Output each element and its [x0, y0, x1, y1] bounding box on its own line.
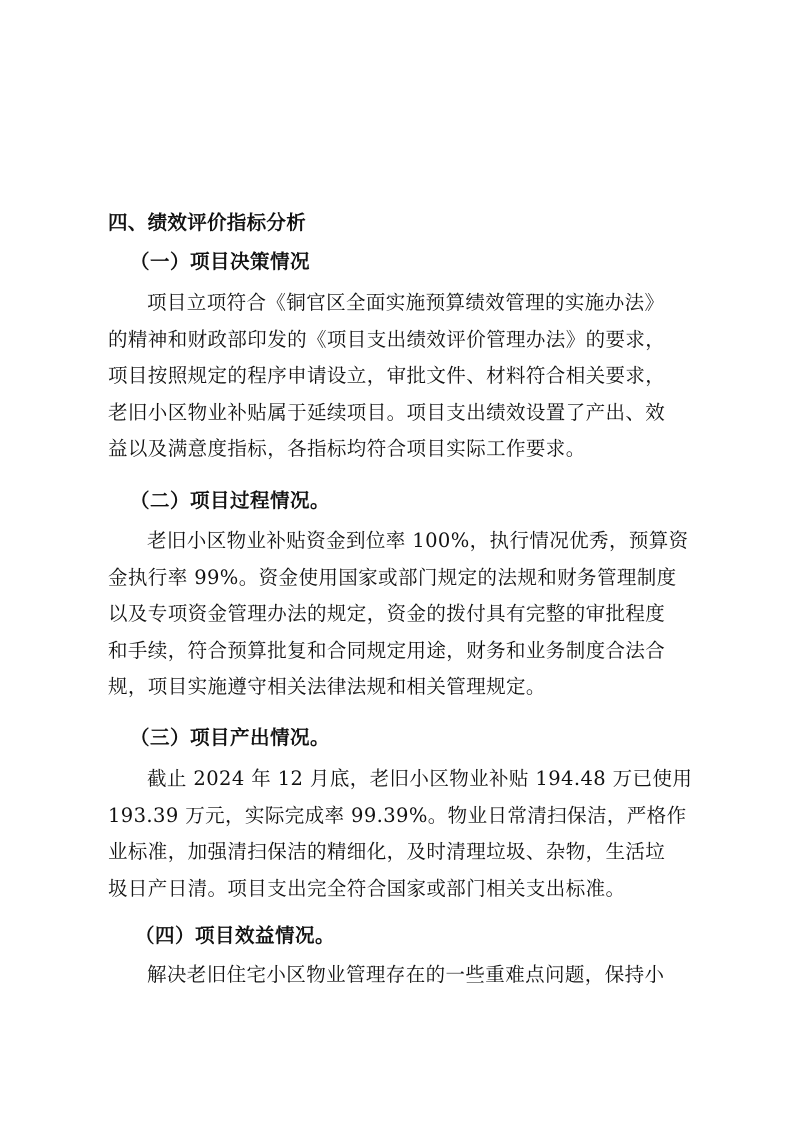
- paragraph-line: 的精神和财政部印发的《项目支出绩效评价管理办法》的要求，: [108, 327, 666, 351]
- paragraph-line: 业标准，加强清扫保洁的精细化，及时清理垃圾、杂物，生活垃: [108, 840, 666, 863]
- paragraph-line: 益以及满意度指标，各指标均符合项目实际工作要求。: [108, 437, 586, 460]
- paragraph-line: 解决老旧住宅小区物业管理存在的一些重难点问题，保持小: [147, 963, 665, 986]
- paragraph-line: 项目按照规定的程序申请设立，审批文件、材料符合相关要求，: [108, 364, 666, 387]
- paragraph-line: 项目立项符合《铜官区全面实施预算绩效管理的实施办法》: [147, 291, 665, 314]
- paragraph-line: 规，项目实施遵守相关法律法规和相关管理规定。: [108, 675, 546, 698]
- section-heading: 四、绩效评价指标分析: [108, 211, 307, 234]
- paragraph-line: 圾日产日清。项目支出完全符合国家或部门相关支出标准。: [108, 876, 626, 900]
- subsection-title-process: （二）项目过程情况。: [130, 489, 331, 512]
- paragraph-process: [108, 523, 688, 706]
- subsection-title-output: （三）项目产出情况。: [130, 726, 331, 749]
- subsection-title-decision: （一）项目决策情况: [130, 250, 311, 273]
- subsection-title-benefit: （四）项目效益情况。: [135, 924, 336, 947]
- paragraph-decision: [108, 285, 688, 468]
- paragraph-line: 老旧小区物业补贴属于延续项目。项目支出绩效设置了产出、效: [108, 400, 666, 424]
- paragraph-line: 金执行率 99%。资金使用国家或部门规定的法规和财务管理制度: [108, 565, 677, 589]
- paragraph-benefit: [108, 957, 688, 994]
- paragraph-line: 截止 2024 年 12 月底，老旧小区物业补贴 194.48 万已使用: [147, 767, 693, 790]
- paragraph-output: [108, 761, 693, 907]
- paragraph-line: 以及专项资金管理办法的规定，资金的拨付具有完整的审批程度: [108, 602, 666, 625]
- paragraph-line: 193.39 万元，实际完成率 99.39%。物业日常清扫保洁，严格作: [108, 803, 687, 827]
- paragraph-line: 和手续，符合预算批复和合同规定用途，财务和业务制度合法合: [108, 638, 666, 662]
- paragraph-line: 老旧小区物业补贴资金到位率 100%，执行情况优秀，预算资: [147, 529, 689, 552]
